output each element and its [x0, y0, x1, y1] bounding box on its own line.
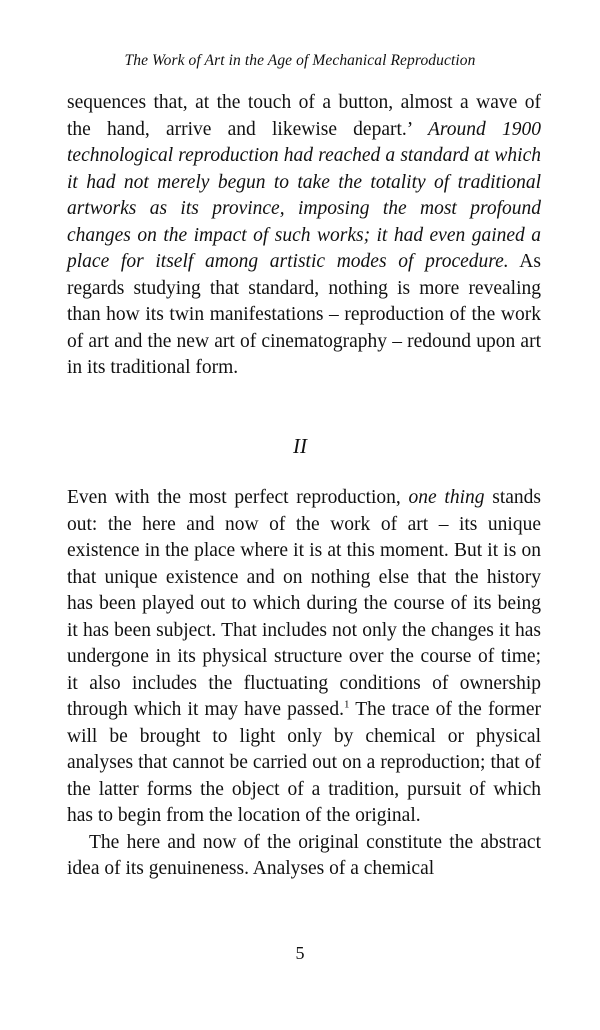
- running-head: The Work of Art in the Age of Mechanical Reproduction: [124, 52, 476, 69]
- page-number: 5: [295, 943, 305, 963]
- section-heading: II: [293, 434, 307, 458]
- paragraph-text: Even with the most perfect reproduction,: [67, 487, 409, 508]
- footnote-mark: 1: [343, 698, 350, 711]
- paragraph: The here and now of the original constitute the abstract idea of its genuineness. Analyses of a chemical: [67, 831, 541, 879]
- paragraph-text: stands out: the here and now of the work of art – its unique existence in the place where it is at this moment. But it is on that unique existence and on nothing else that the history has been played out to which during the course of its being it has been subject. That includes not only the changes it has undergone in its physical structure over the course of time; it also includes the fluctuating conditions of ownership through which it may have passed.: [67, 487, 542, 720]
- paragraph-italic-text: Around 1900 technological reproduction had reached a standard at which it had not merely begun to take the totality of traditional artworks as its province, imposing the most profound changes on the impact of such works; it had even gained a place for itself among artistic modes of procedure.: [67, 118, 541, 272]
- paragraph: [67, 485, 541, 830]
- paragraph-text: As regards studying that standard, nothing is more revealing than how its twin manifestations – reproduction of the work of art and the new art of cinematography – redound upon art in its traditional form.: [67, 251, 541, 378]
- paragraph-italic-text: one thing: [408, 487, 485, 508]
- paragraph-text: sequences that, at the touch of a button, almost a wave of the hand, arrive and likewise depart.’: [67, 92, 541, 140]
- text-block-section-2: [67, 485, 541, 883]
- paragraph-continued: [67, 90, 541, 382]
- text-block-top: [67, 90, 541, 382]
- paragraph-text: The trace of the former will be brought to light only by chemical or physical analyses that cannot be carried out on a reproduction; that of the latter forms the object of a tradition, pursuit of which has to begin from the location of the original.: [67, 699, 541, 826]
